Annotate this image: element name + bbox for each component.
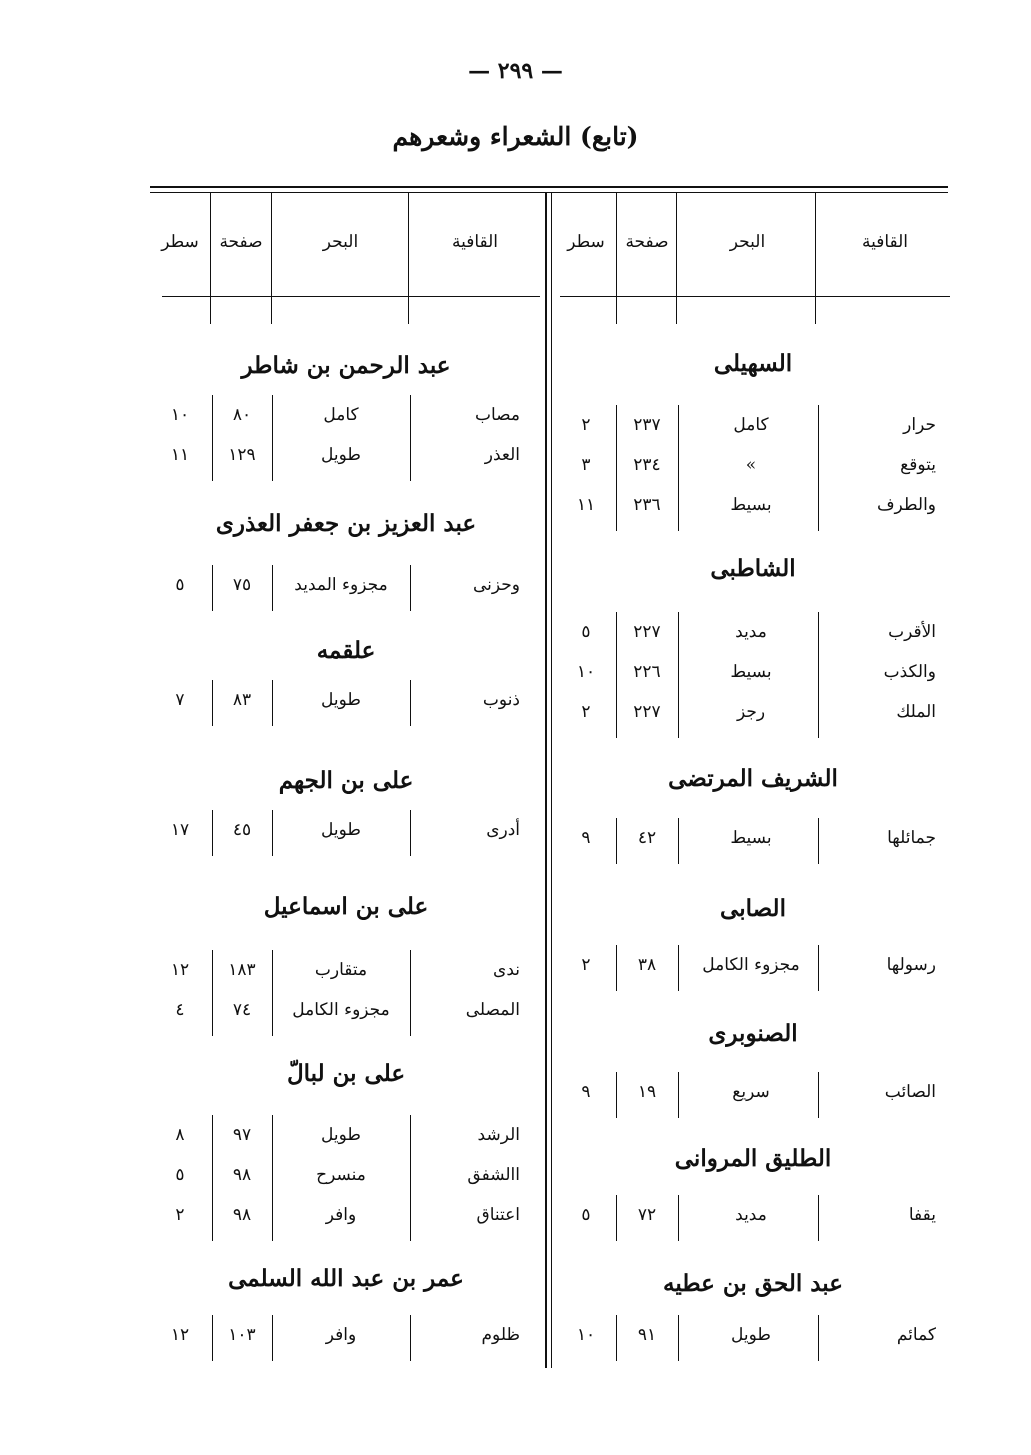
column-separator: [272, 1195, 273, 1241]
cell-meter: مجزوء الكامل: [292, 1000, 390, 1020]
cell-rhyme: الصائب: [884, 1082, 936, 1102]
cell-page: ٢٣٤: [633, 455, 661, 475]
cell-page: ٨٣: [232, 690, 252, 710]
table-row: [150, 990, 542, 1030]
column-separator: [818, 1315, 819, 1361]
cell-page: ٩٨: [232, 1165, 252, 1185]
header-line-right: سطر: [567, 232, 605, 252]
poet-name: الصابى: [720, 895, 786, 922]
cell-meter: كامل: [733, 415, 769, 435]
poet-name: على بن الجهم: [278, 767, 414, 794]
table-row: [556, 945, 950, 985]
column-separator: [212, 1195, 213, 1241]
cell-line: ١٢: [170, 1325, 190, 1345]
column-separator: [410, 990, 411, 1036]
table-row: [150, 1115, 542, 1155]
cell-page: ٧٥: [232, 575, 252, 595]
column-separator: [616, 485, 617, 531]
center-divider-thin: [551, 192, 552, 1368]
column-separator: [616, 1315, 617, 1361]
cell-meter: منسرح: [316, 1165, 366, 1185]
poet-name: على بن لبالّ: [286, 1060, 406, 1087]
cell-line: ٩: [581, 1082, 591, 1102]
column-separator: [212, 990, 213, 1036]
cell-line: ١٧: [170, 820, 190, 840]
header-meter-left: البحر: [322, 232, 359, 252]
column-separator: [818, 1195, 819, 1241]
table-row: [556, 652, 950, 692]
cell-page: ١٢٩: [228, 445, 256, 465]
cell-line: ١٠: [576, 1325, 596, 1345]
cell-page: ١٩: [637, 1082, 657, 1102]
cell-meter: بسيط: [730, 662, 772, 682]
poet-name: السهيلى: [713, 350, 793, 377]
column-separator: [818, 945, 819, 991]
cell-line: ٨: [175, 1125, 185, 1145]
cell-meter: وافر: [325, 1205, 357, 1225]
table-row: [150, 395, 542, 435]
cell-meter: رجز: [736, 702, 766, 722]
center-divider: [545, 192, 547, 1368]
cell-meter: وافر: [325, 1325, 357, 1345]
cell-line: ٢: [581, 955, 591, 975]
cell-line: ٧: [175, 690, 185, 710]
cell-page: ٧٢: [637, 1205, 657, 1225]
cell-page: ٢٣٧: [633, 415, 661, 435]
table-row: [556, 445, 950, 485]
cell-meter: طويل: [321, 690, 361, 710]
cell-line: ٩: [581, 828, 591, 848]
cell-page: ١٨٣: [228, 960, 256, 980]
poet-name: عمر بن عبد الله السلمى: [228, 1265, 464, 1292]
header-sep: [271, 192, 272, 324]
cell-line: ١١: [576, 495, 596, 515]
column-separator: [410, 1315, 411, 1361]
page-number: — ٢٩٩ —: [468, 58, 563, 84]
table-row: [556, 1072, 950, 1112]
column-separator: [410, 565, 411, 611]
header-rhyme-left: القافية: [451, 232, 499, 252]
column-separator: [212, 435, 213, 481]
cell-rhyme: أدرى: [486, 820, 520, 840]
table-row: [556, 818, 950, 858]
table-row: [150, 435, 542, 475]
cell-line: ٥: [581, 1205, 591, 1225]
cell-meter: طويل: [731, 1325, 771, 1345]
column-separator: [678, 485, 679, 531]
poet-name: عبد العزيز بن جعفر العذرى: [215, 510, 477, 537]
cell-line: ٥: [581, 622, 591, 642]
column-separator: [818, 692, 819, 738]
cell-page: ٢٢٦: [633, 662, 661, 682]
cell-line: ٤: [175, 1000, 185, 1020]
cell-rhyme: والكذب: [883, 662, 936, 682]
cell-meter: مديد: [735, 1205, 767, 1225]
cell-meter: كامل: [323, 405, 359, 425]
header-sep: [210, 192, 211, 324]
cell-rhyme: المصلى: [465, 1000, 520, 1020]
cell-page: ٣٨: [637, 955, 657, 975]
cell-page: ١٠٣: [228, 1325, 256, 1345]
cell-rhyme: كمائم: [896, 1325, 936, 1345]
column-separator: [616, 945, 617, 991]
cell-meter: طويل: [321, 1125, 361, 1145]
cell-rhyme: الرشد: [477, 1125, 520, 1145]
poet-name: الصنوبرى: [708, 1020, 798, 1047]
column-separator: [678, 1315, 679, 1361]
table-row: [556, 485, 950, 525]
table-row: [150, 1155, 542, 1195]
cell-meter: بسيط: [730, 495, 772, 515]
column-separator: [212, 565, 213, 611]
column-separator: [272, 1315, 273, 1361]
table-row: [150, 565, 542, 605]
cell-page: ٢٣٦: [633, 495, 661, 515]
cell-rhyme: ذنوب: [482, 690, 520, 710]
header-meter-right: البحر: [729, 232, 766, 252]
cell-line: ٢: [175, 1205, 185, 1225]
cell-page: ٤٥: [232, 820, 252, 840]
cell-rhyme: حرار: [903, 415, 936, 435]
table-row: [150, 1195, 542, 1235]
cell-page: ٧٤: [232, 1000, 252, 1020]
column-separator: [272, 435, 273, 481]
cell-meter: مجزوء المديد: [294, 575, 388, 595]
column-separator: [410, 810, 411, 856]
cell-line: ١٢: [170, 960, 190, 980]
cell-page: ٤٢: [637, 828, 657, 848]
poet-name: الشريف المرتضى: [668, 765, 838, 792]
cell-line: ١٠: [576, 662, 596, 682]
cell-rhyme: رسولها: [886, 955, 936, 975]
header-page-left: صفحة: [219, 232, 263, 252]
column-separator: [818, 1072, 819, 1118]
column-separator: [272, 990, 273, 1036]
header-line-left: سطر: [161, 232, 199, 252]
table-row: [150, 1315, 542, 1355]
column-separator: [272, 565, 273, 611]
column-separator: [818, 818, 819, 864]
header-bottom-rule: [560, 296, 950, 297]
column-separator: [616, 1072, 617, 1118]
header-sep: [815, 192, 816, 324]
poet-name: الطليق المروانى: [674, 1145, 832, 1172]
table-row: [150, 950, 542, 990]
column-separator: [410, 680, 411, 726]
cell-page: ٢٢٧: [633, 622, 661, 642]
cell-rhyme: ظلوم: [481, 1325, 520, 1345]
cell-rhyme: وحزنى: [473, 575, 520, 595]
poet-name: الشاطبى: [710, 555, 796, 582]
cell-line: ٢: [581, 415, 591, 435]
cell-meter: سريع: [732, 1082, 770, 1102]
column-separator: [678, 945, 679, 991]
cell-rhyme: اعتناق: [476, 1205, 520, 1225]
cell-page: ٩١: [637, 1325, 657, 1345]
cell-line: ١١: [170, 445, 190, 465]
cell-meter: »: [745, 455, 757, 475]
cell-meter: مجزوء الكامل: [702, 955, 800, 975]
header-sep: [676, 192, 677, 324]
column-separator: [678, 1072, 679, 1118]
cell-rhyme: ندى: [493, 960, 520, 980]
cell-rhyme: يتوقع: [900, 455, 936, 475]
column-separator: [616, 1195, 617, 1241]
cell-line: ١٠: [170, 405, 190, 425]
table-row: [556, 1315, 950, 1355]
poet-name: علقمه: [316, 637, 376, 664]
top-rule: [150, 186, 948, 188]
column-separator: [212, 1315, 213, 1361]
poet-name: على بن اسماعيل: [263, 893, 429, 920]
cell-rhyme: جمائلها: [887, 828, 936, 848]
cell-rhyme: الملك: [896, 702, 936, 722]
column-separator: [212, 810, 213, 856]
poet-name: عبد الرحمن بن شاطر: [241, 352, 451, 379]
table-row: [150, 680, 542, 720]
cell-rhyme: العذر: [484, 445, 520, 465]
poet-name: عبد الحق بن عطيه: [663, 1270, 843, 1297]
cell-page: ٨٠: [232, 405, 252, 425]
column-separator: [410, 1195, 411, 1241]
cell-meter: بسيط: [730, 828, 772, 848]
cell-rhyme: يقفا: [908, 1205, 936, 1225]
cell-rhyme: مصاب: [474, 405, 520, 425]
column-separator: [678, 818, 679, 864]
table-row: [556, 692, 950, 732]
column-separator: [410, 435, 411, 481]
cell-meter: متقارب: [314, 960, 368, 980]
table-row: [556, 1195, 950, 1235]
header-rhyme-right: القافية: [861, 232, 909, 252]
column-separator: [272, 680, 273, 726]
column-separator: [212, 680, 213, 726]
cell-rhyme: الأقرب: [888, 622, 936, 642]
cell-page: ٢٢٧: [633, 702, 661, 722]
cell-page: ٩٧: [232, 1125, 252, 1145]
header-bottom-rule: [162, 296, 540, 297]
column-separator: [678, 1195, 679, 1241]
page-title: (تابع) الشعراء وشعرهم: [392, 122, 639, 151]
header-sep: [616, 192, 617, 324]
table-row: [150, 810, 542, 850]
column-separator: [678, 692, 679, 738]
top-rule-thin: [150, 192, 948, 193]
cell-line: ٢: [581, 702, 591, 722]
column-separator: [616, 818, 617, 864]
column-separator: [272, 810, 273, 856]
header-sep: [408, 192, 409, 324]
table-row: [556, 405, 950, 445]
cell-meter: مديد: [735, 622, 767, 642]
cell-line: ٥: [175, 575, 185, 595]
cell-rhyme: االشفق: [467, 1165, 520, 1185]
column-separator: [818, 485, 819, 531]
cell-page: ٩٨: [232, 1205, 252, 1225]
cell-meter: طويل: [321, 445, 361, 465]
cell-meter: طويل: [321, 820, 361, 840]
cell-rhyme: والطرف: [876, 495, 936, 515]
column-separator: [616, 692, 617, 738]
table-row: [556, 612, 950, 652]
header-page-right: صفحة: [625, 232, 669, 252]
cell-line: ٥: [175, 1165, 185, 1185]
cell-line: ٣: [581, 455, 591, 475]
